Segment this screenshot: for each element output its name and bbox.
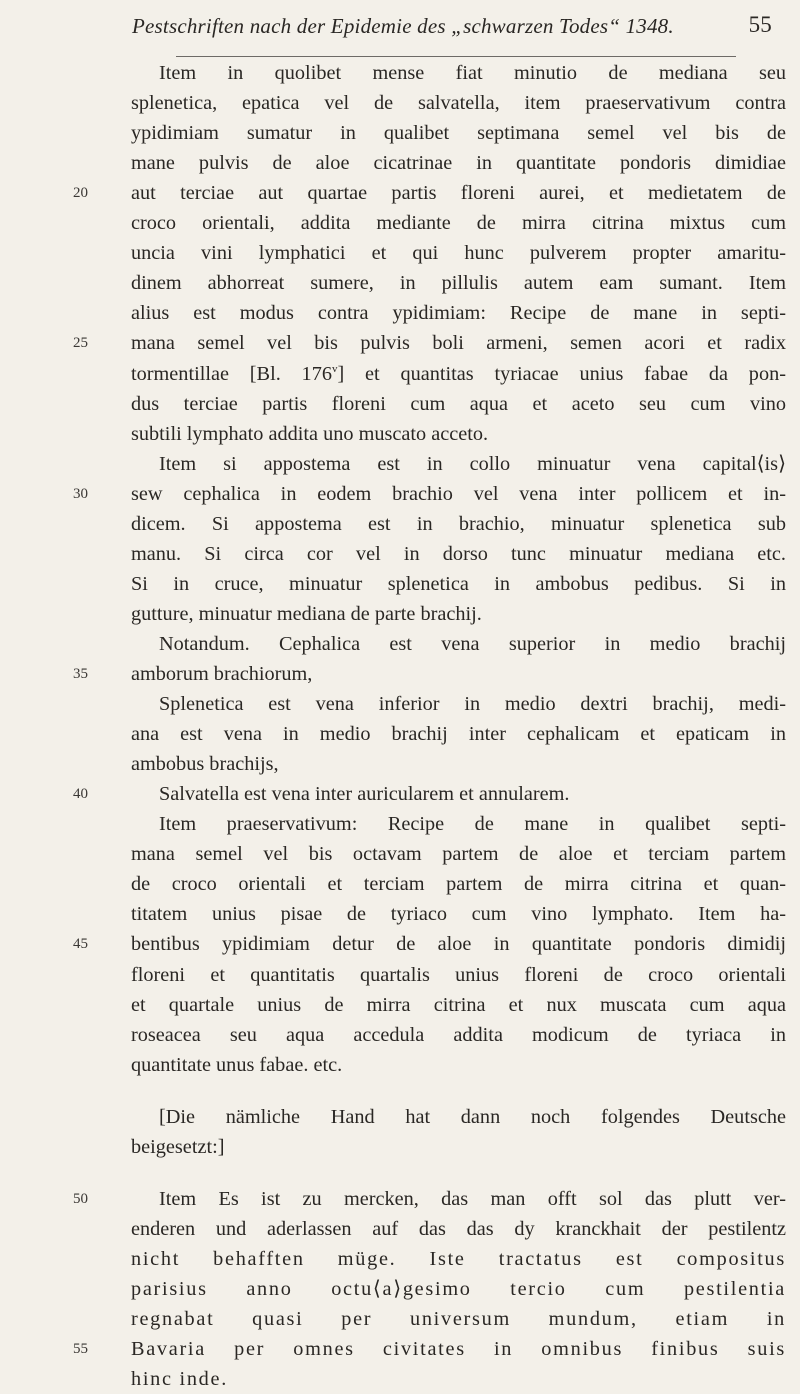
running-title: Pestschriften nach der Epidemie des „schwarzen Todes“ 1348. [132, 14, 674, 38]
text-line: enderen und aderlassen auf das das dy kranckhait der pestilentz [131, 1217, 786, 1240]
line-number: 55 [73, 1341, 88, 1358]
text-line: et quartale unius de mirra citrina et nux muscata cum aqua [131, 993, 786, 1016]
text-line: Bavaria per omnes civitates in omnibus finibus suis [131, 1338, 786, 1361]
text-line: gutture, minuatur mediana de parte brachij. [131, 602, 482, 625]
text-line: amborum brachiorum, [131, 663, 313, 685]
text-line: Salvatella est vena inter auricularem et annularem. [159, 783, 570, 806]
text-line: Item si appostema est in collo minuatur vena capital⟨is⟩ [159, 452, 786, 475]
line-number: 35 [73, 666, 88, 682]
text-line: tormentillae [Bl. 176$^v$] et quantitas tyriacae unius fabae da pon- [131, 362, 786, 385]
text-line: Item praeservativum: Recipe de mane in qualibet septi- [159, 813, 786, 836]
text-line: uncia vini lymphatici et qui hunc pulverem propter amaritu- [131, 242, 786, 265]
text-line: mana semel vel bis octavam partem de aloe et terciam partem [131, 843, 786, 866]
text-line: de croco orientali et terciam partem de mirra citrina et quan- [131, 873, 786, 896]
line-number: 40 [73, 786, 88, 803]
text-line: subtili lymphato addita uno muscato acceto. [131, 422, 489, 445]
text-line: beigesetzt:] [131, 1135, 225, 1158]
text-line: ypidimiam sumatur in qualibet septimana semel vel bis de [131, 122, 786, 145]
text-line: manu. Si circa cor vel in dorso tunc minuatur mediana etc. [131, 542, 786, 565]
text-line: Notandum. Cephalica est vena superior in medio brachij [159, 632, 786, 655]
text-line: Item Es ist zu mercken, das man offt sol das plutt ver- [159, 1187, 786, 1210]
line-number: 45 [73, 936, 88, 953]
page-number: 55 [748, 12, 772, 37]
line-number: 30 [73, 485, 88, 502]
header-rule [176, 56, 736, 57]
text-line: ana est vena in medio brachij inter cephalicam et epaticam in [131, 723, 786, 746]
text-line: croco orientali, addita mediante de mirra citrina mixtus cum [131, 212, 786, 235]
text-line: nicht behafften müge. Iste tractatus est compositus [131, 1247, 786, 1270]
text-line: alius est modus contra ypidimiam: Recipe de mane in septi- [131, 302, 786, 325]
text-line: parisius anno octu⟨a⟩gesimo tercio cum pestilentia [131, 1277, 786, 1300]
running-header [132, 14, 772, 46]
text-line: bentibus ypidimiam detur de aloe in quantitate pondoris dimidij [131, 933, 786, 956]
text-line: floreni et quantitatis quartalis unius floreni de croco orientali [131, 963, 786, 986]
text-line: [Die nämliche Hand hat dann noch folgendes Deutsche [159, 1105, 786, 1128]
text-line: Item in quolibet mense fiat minutio de mediana seu [159, 62, 786, 84]
line-number: 50 [73, 1190, 88, 1207]
text-line: roseacea seu aqua accedula addita modicum de tyriaca in [131, 1023, 786, 1046]
text-line: dicem. Si appostema est in brachio, minuatur splenetica sub [131, 512, 786, 535]
text-line: titatem unius pisae de tyriaco cum vino lymphato. Item ha- [131, 903, 786, 926]
folio-verso-mark: v [331, 362, 338, 375]
line-number: 20 [73, 185, 88, 202]
text-line: ambobus brachijs, [131, 753, 279, 776]
text-line: splenetica, epatica vel de salvatella, item praeservativum contra [131, 92, 786, 115]
text-line: hinc inde. [131, 1368, 228, 1391]
text-line: mane pulvis de aloe cicatrinae in quantitate pondoris dimidiae [131, 152, 786, 175]
text-line: regnabat quasi per universum mundum, etiam in [131, 1308, 786, 1330]
text-line: quantitate unus fabae. etc. [131, 1053, 343, 1076]
text-line: Splenetica est vena inferior in medio dextri brachij, medi- [159, 693, 786, 716]
text-line: dinem abhorreat sumere, in pillulis autem eam sumant. Item [131, 272, 786, 295]
text-line: sew cephalica in eodem brachio vel vena inter pollicem et in- [131, 482, 786, 505]
text-line: mana semel vel bis pulvis boli armeni, semen acori et radix [131, 332, 786, 355]
line-number: 25 [73, 335, 88, 352]
text-line: dus terciae partis floreni cum aqua et aceto seu cum vino [131, 392, 786, 415]
text-line: aut terciae aut quartae partis floreni aurei, et medietatem de [131, 182, 786, 205]
text-line: Si in cruce, minuatur splenetica in ambobus pedibus. Si in [131, 572, 786, 595]
